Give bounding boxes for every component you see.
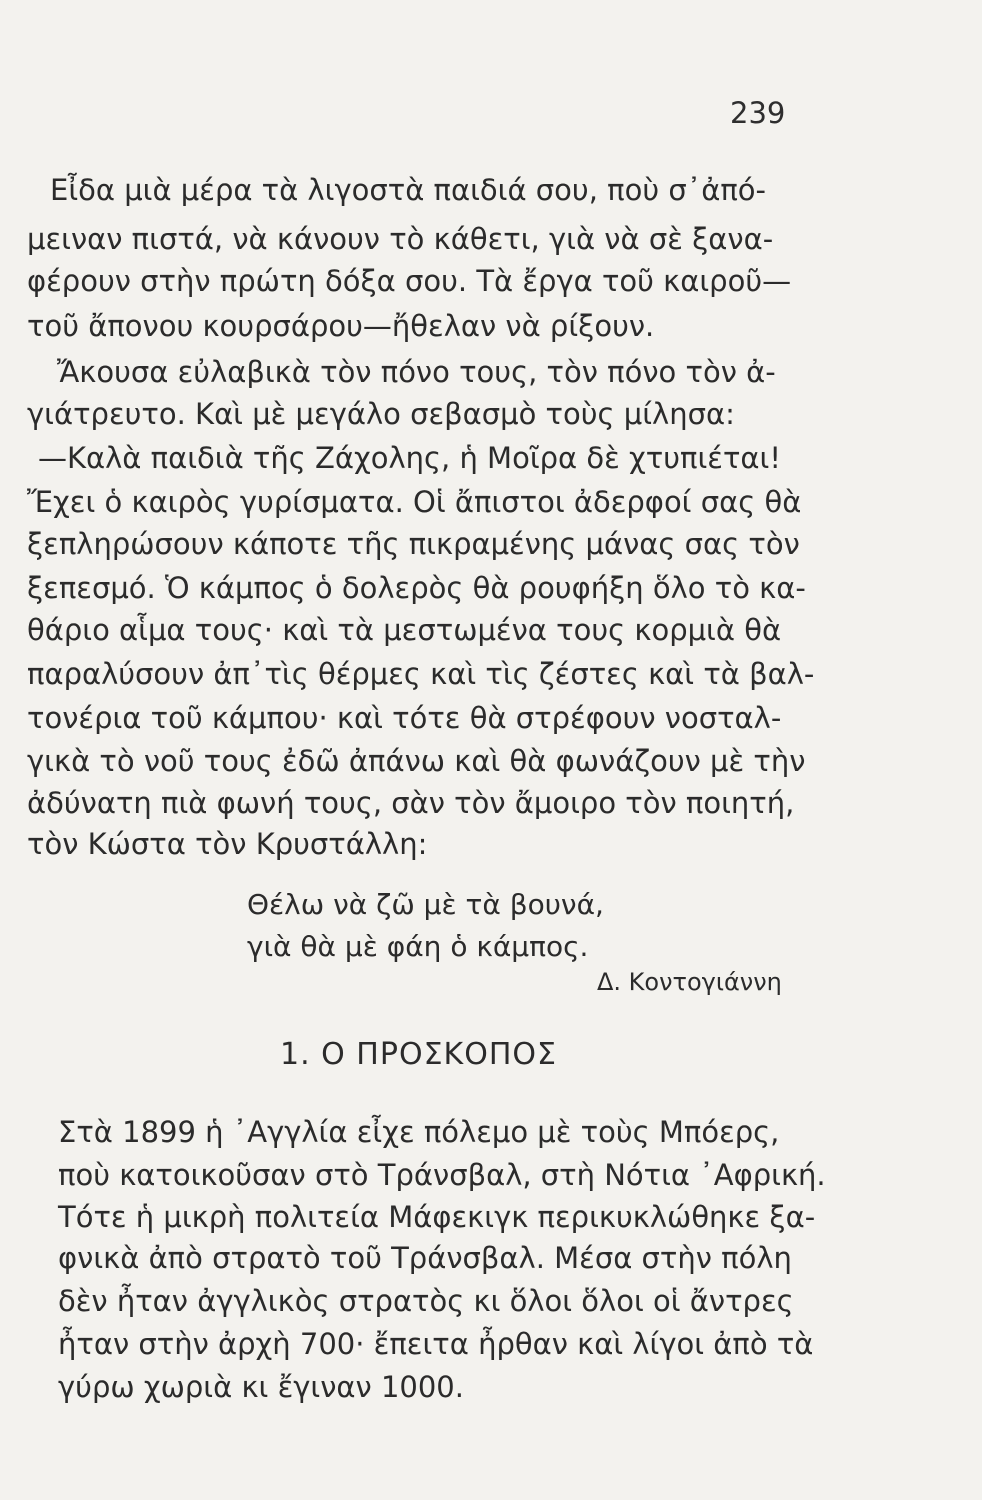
text-line: ξεπεσμό. Ὁ κάμπος ὁ δολερὸς θὰ ρουφήξη ὅλο τὸ κα-	[27, 571, 806, 605]
text-line: ἦταν στὴν ἀρχὴ 700· ἔπειτα ἦρθαν καὶ λίγοι ἀπὸ τὰ	[58, 1327, 814, 1361]
author-signature: Δ. Κοντογιάννη	[597, 968, 782, 996]
text-line: Ἄκουσα εὐλαβικὰ τὸν πόνο τους, τὸν πόνο τὸν ἀ-	[57, 355, 776, 389]
text-line: Στὰ 1899 ἡ ᾿Αγγλία εἶχε πόλεμο μὲ τοὺς Μπόερς,	[58, 1115, 780, 1149]
text-line: γιάτρευτο. Καὶ μὲ μεγάλο σεβασμὸ τοὺς μίλησα:	[27, 397, 735, 431]
page-number: 239	[730, 96, 786, 130]
poem-line: Θέλω νὰ ζῶ μὲ τὰ βουνά,	[247, 888, 604, 921]
text-line: γύρω χωριὰ κι ἔγιναν 1000.	[58, 1370, 464, 1404]
text-line: ξεπληρώσουν κάποτε τῆς πικραμένης μάνας σας τὸν	[27, 527, 800, 561]
text-line: Ἔχει ὁ καιρὸς γυρίσματα. Οἱ ἄπιστοι ἀδερφοί σας θὰ	[27, 485, 802, 519]
poem-line: γιὰ θὰ μὲ φάη ὁ κάμπος.	[247, 930, 589, 963]
text-line: φέρουν στὴν πρώτη δόξα σου. Τὰ ἔργα τοῦ καιροῦ—	[27, 264, 792, 298]
text-line: —Καλὰ παιδιὰ τῆς Ζάχολης, ἡ Μοῖρα δὲ χτυπιέται!	[38, 441, 781, 475]
text-line: δὲν ἦταν ἀγγλικὸς στρατὸς κι ὅλοι ὅλοι οἱ ἄντρες	[58, 1284, 794, 1318]
text-line: μειναν πιστά, νὰ κάνουν τὸ κάθετι, γιὰ νὰ σὲ ξανα-	[27, 222, 774, 256]
text-line: τονέρια τοῦ κάμπου· καὶ τότε θὰ στρέφουν νοσταλ-	[27, 701, 782, 735]
text-line: ποὺ κατοικοῦσαν στὸ Τράνσβαλ, στὴ Νότια ᾿Αφρική.	[58, 1158, 826, 1192]
text-line: τὸν Κώστα τὸν Κρυστάλλη:	[27, 827, 428, 861]
text-line: παραλύσουν ἀπ᾿τὶς θέρμες καὶ τὶς ζέστες καὶ τὰ βαλ-	[27, 657, 815, 691]
section-heading: 1. Ο ΠΡΟΣΚΟΠΟΣ	[280, 1037, 557, 1072]
text-line: Εἶδα μιὰ μέρα τὰ λιγοστὰ παιδιά σου, ποὺ σ᾿ἀπό-	[50, 173, 767, 207]
text-line: ἀδύνατη πιὰ φωνή τους, σὰν τὸν ἄμοιρο τὸν ποιητή,	[27, 786, 795, 820]
text-line: τοῦ ἄπονου κουρσάρου—ἤθελαν νὰ ρίξουν.	[27, 309, 655, 343]
text-line: θάριο αἷμα τους· καὶ τὰ μεστωμένα τους κορμιὰ θὰ	[27, 613, 782, 647]
text-line: γικὰ τὸ νοῦ τους ἐδῶ ἀπάνω καὶ θὰ φωνάζουν μὲ τὴν	[27, 744, 806, 778]
text-line: φνικὰ ἀπὸ στρατὸ τοῦ Τράνσβαλ. Μέσα στὴν πόλη	[58, 1241, 792, 1275]
text-line: Τότε ἡ μικρὴ πολιτεία Μάφεκιγκ περικυκλώθηκε ξα-	[58, 1200, 816, 1234]
